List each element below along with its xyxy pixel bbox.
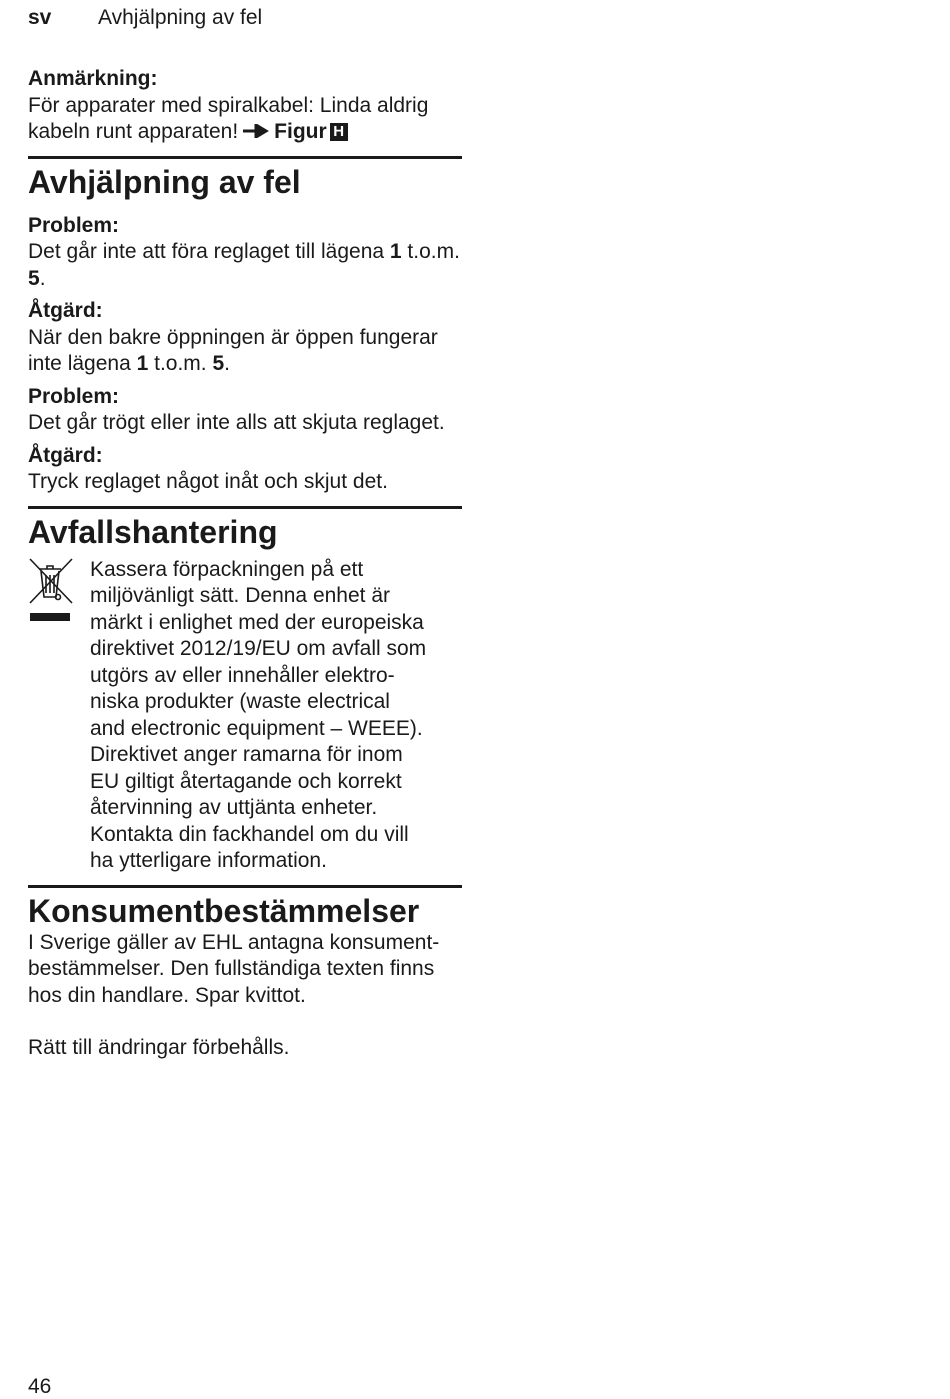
problem-1 [28, 213, 462, 293]
action-1-label: Åtgärd: [28, 299, 103, 322]
problem-1-text-a: Det går inte att föra reglaget till lägena [28, 240, 390, 263]
consumer-text [28, 930, 462, 1010]
note-body: För apparater med spiralkabel: Linda aldrig kabeln runt apparaten! [28, 93, 429, 143]
section-divider [28, 156, 462, 159]
disposal-line: Kassera förpackningen på ett [90, 557, 364, 581]
consumer-line: bestämmelser. Den fullständiga texten finns [28, 957, 435, 980]
disposal-line: direktivet 2012/19/EU om avfall som [90, 637, 427, 660]
problem-1-label: Problem: [28, 213, 120, 237]
note-label: Anmärkning: [28, 67, 158, 90]
position-1: 1 [136, 352, 149, 375]
consumer-line: I Sverige gäller av EHL antagna konsument- [28, 930, 440, 954]
running-header [28, 6, 262, 30]
main-column [28, 66, 462, 1062]
troubleshooting-heading: Avhjälpning av fel [28, 163, 301, 200]
action-2-label: Åtgärd: [28, 443, 103, 467]
disposal-line: Kontakta din fackhandel om du vill [90, 822, 409, 846]
weee-crossed-bin-icon-graphic [28, 557, 74, 623]
section-divider [28, 506, 462, 509]
problem-1-text-c: . [39, 266, 46, 290]
action-2-text: Tryck reglaget något inåt och skjut det. [28, 470, 388, 493]
disposal-block [28, 557, 462, 875]
section-divider [28, 885, 462, 888]
problem-1-text [28, 239, 462, 292]
position-5: 5 [212, 352, 225, 375]
disposal-line: EU giltigt återtagande och korrekt [90, 769, 402, 793]
action-1-text-c: . [224, 352, 230, 375]
consumer-line: hos din handlare. Spar kvittot. [28, 983, 306, 1007]
action-1-text [28, 325, 462, 378]
header-title: Avhjälpning av fel [98, 6, 263, 29]
weee-crossed-bin-icon [28, 557, 90, 875]
action-1-text-b: t.o.m. [148, 352, 213, 375]
reservation-text: Rätt till ändringar förbehålls. [28, 1036, 290, 1059]
position-1: 1 [389, 240, 402, 263]
arrow-right-icon [242, 124, 270, 138]
page-number: 46 [28, 1375, 52, 1398]
action-1-text-a: När den bakre öppningen är öppen fungerar inte lägena [28, 325, 438, 375]
problem-1-text-b: t.o.m. [401, 240, 460, 263]
position-5: 5 [28, 266, 40, 290]
problem-2-text: Det går trögt eller inte alls att skjuta reglaget. [28, 411, 445, 434]
figure-label: Figur [274, 120, 327, 143]
disposal-line: ha ytterligare information. [90, 849, 327, 872]
disposal-line: återvinning av uttjänta enheter. [90, 796, 378, 819]
disposal-line: miljövänligt sätt. Denna enhet är [90, 584, 390, 607]
disposal-line: Direktivet anger ramarna för inom [90, 743, 403, 766]
note-text [28, 93, 462, 146]
action-1 [28, 298, 462, 378]
disposal-line: utgörs av eller innehåller elektro- [90, 663, 395, 687]
disposal-line: niska produkter (waste electrical [90, 690, 390, 713]
language-code: sv [28, 6, 52, 29]
figure-id-badge: H [330, 123, 348, 141]
disposal-line: märkt i enlighet med der europeiska [90, 610, 424, 634]
disposal-text [90, 557, 462, 875]
action-2 [28, 443, 462, 496]
disposal-line: and electronic equipment – WEEE). [90, 716, 423, 740]
disposal-heading: Avfallshantering [28, 513, 278, 550]
consumer-heading: Konsumentbestämmelser [28, 892, 420, 929]
problem-2-label: Problem: [28, 384, 120, 408]
problem-2 [28, 384, 462, 437]
